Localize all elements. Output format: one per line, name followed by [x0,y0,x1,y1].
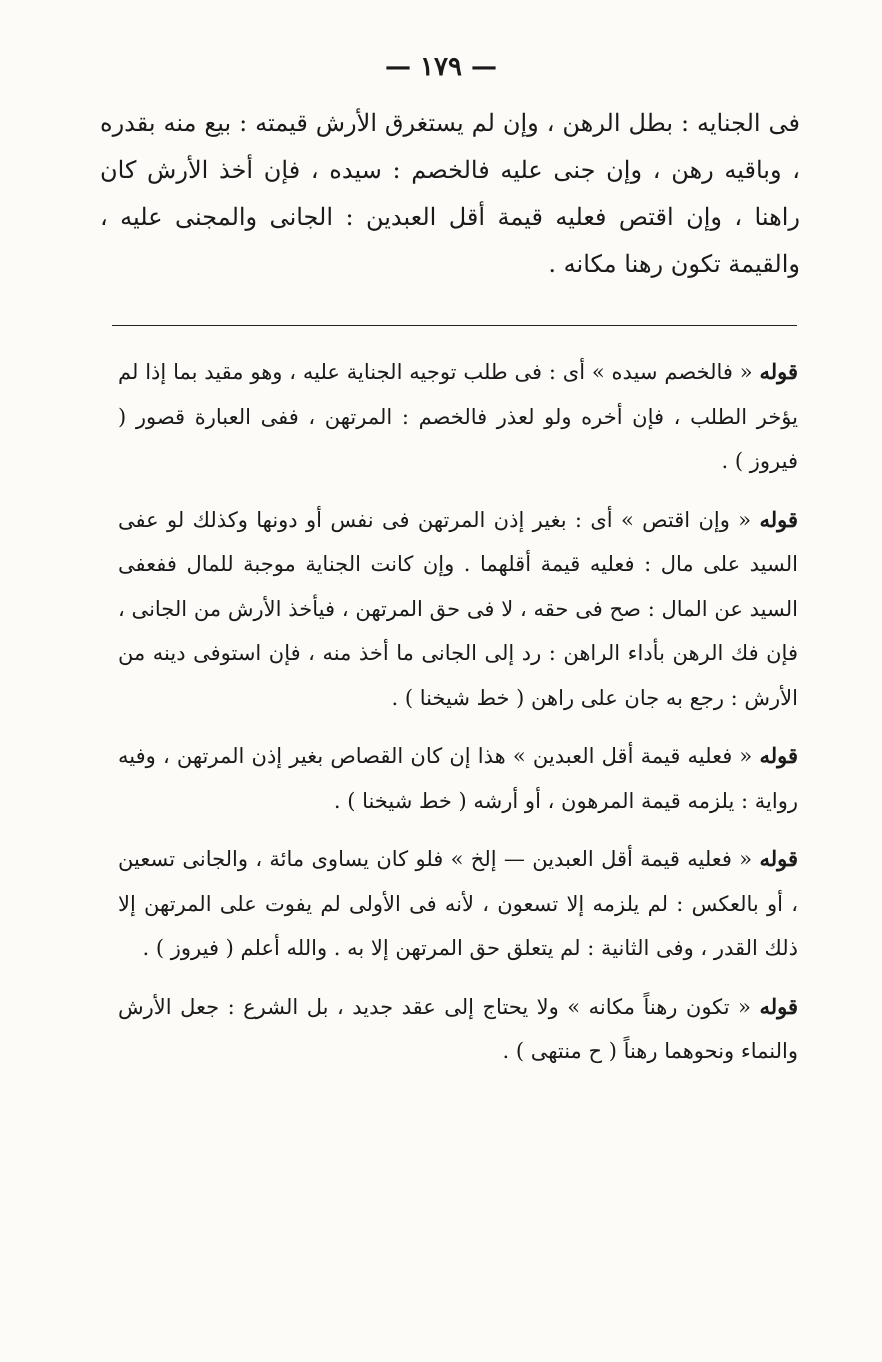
footnote-text: « تكون رهناً مكانه » ولا يحتاج إلى عقد جديد ، بل الشرع : جعل الأرش والنماء ونحوهما رهناً ( ح منتهى ) . [118,994,798,1063]
footnote [118,837,798,971]
footnote-text: « فعليه قيمة أقل العبدين — إلخ » فلو كان يساوى مائة ، والجانى تسعين ، أو بالعكس : لم يلزمه إلا تسعون ، لأنه فى الأولى لم يفوت على المرتهن إلا ذلك القدر ، وفى الثانية : لم يتعلق حق المرتهن إلا به . والله أعلم ( فيروز ) . [118,847,798,960]
footnote-divider [112,325,797,326]
footnote-lead: قوله [759,506,798,532]
footnote [118,985,798,1074]
footnote-lead: قوله [759,743,798,768]
page-number: — ١٧٩ — [384,52,498,82]
main-paragraph: فى الجنايه : بطل الرهن ، وإن لم يستغرق الأرش قيمته : بيع منه بقدره ، وباقيه رهن ، وإن جنى عليه فالخصم : سيده ، فإن أخذ الأرش كان راهنا ، وإن اقتص فعليه قيمة أقل العبدين : الجانى والمجنى عليه ، والقيمة تكون رهنا مكانه . [100,109,800,278]
footnote-text: « وإن اقتص » أى : بغير إذن المرتهن فى نفس أو دونها وكذلك لو عفى السيد على مال : فعليه قيمة أقلهما . وإن كانت الجناية موجبة للمال ففعفى السيد عن المال : صح فى حقه ، لا فى حق المرتهن ، فيأخذ الأرش من الجانى ، فإن فك الرهن بأداء الراهن : رد إلى الجانى ما أخذ منه ، فإن استوفى دينه من الأرش : رجع به جان على راهن ( خط شيخنا ) . [118,507,798,710]
footnote-text: « فالخصم سيده » أى : فى طلب توجيه الجناية عليه ، وهو مقيد بما إذا لم يؤخر الطلب ، فإن أخره ولو لعذر فالخصم : المرتهن ، ففى العبارة قصور ( فيروز ) . [118,360,798,473]
footnote-lead: قوله [759,993,798,1019]
footnote-lead: قوله [759,846,798,871]
footnote [118,498,798,721]
footnote [118,350,798,484]
footnote-lead: قوله [759,359,798,384]
footnotes-section [118,350,798,1088]
footnote-text: « فعليه قيمة أقل العبدين » هذا إن كان القصاص بغير إذن المرتهن ، وفيه رواية : يلزمه قيمة المرهون ، أو أرشه ( خط شيخنا ) . [118,744,798,813]
footnote [118,734,798,823]
main-text-block [100,100,800,288]
